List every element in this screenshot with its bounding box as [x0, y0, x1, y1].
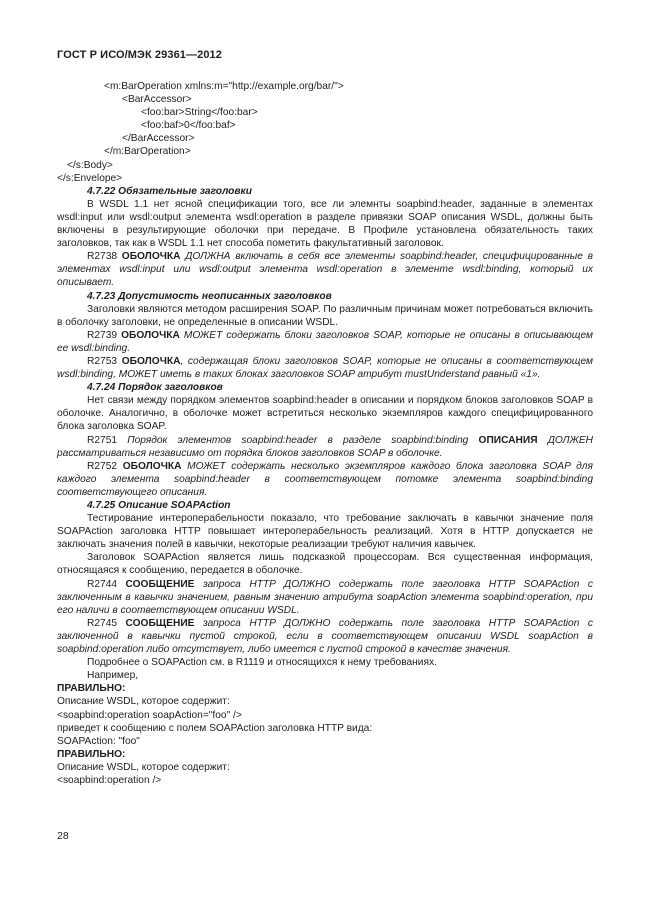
requirement-id: R2744 [87, 578, 118, 590]
requirement-id: R2738 [87, 251, 118, 263]
requirement-keyword: ОБОЛОЧКА [121, 355, 181, 367]
requirement-text: ДОЛЖНА включать в себя все элементы soapbind:header, специфицированные в элементах wsdl:input или wsdl:output элемента wsdl:operation в элементе wsdl:binding, который их описывает. [57, 251, 593, 289]
requirement-id: R2753 [87, 355, 118, 367]
code-line: </BarAccessor> [122, 133, 195, 145]
requirement-keyword: ОБОЛОЧКА [122, 460, 182, 472]
section-heading: 4.7.24 Порядок заголовков [87, 382, 223, 394]
code-block [57, 80, 593, 185]
paragraph: Заголовок SOAPAction является лишь подсказкой процессорам. Вся существенная информация, относящаяся к сообщению, передается в оболочке. [57, 552, 593, 577]
section-heading: 4.7.22 Обязательные заголовки [87, 185, 252, 197]
requirement-text: МОЖЕТ содержать блоки заголовков SOAP, которые не описаны в описывающем ее wsdl:binding. [57, 329, 593, 354]
paragraph: В WSDL 1.1 нет ясной спецификации того, все ли элемнты soapbind:header, заданные в элементах wsdl:input или wsdl:output элемента wsdl:operation в разделе привязки SOAP описания WSDL, должны быть включены в результирующие оболочки при передаче. В Профиле установлена обязательность таких заголовков, так как в WSDL 1.1 нет способа пометить факультативный заголовок. [57, 198, 593, 250]
requirement-keyword: СООБЩЕНИЕ [125, 617, 195, 629]
page-content [57, 80, 593, 787]
code-line: <soapbind:operation /> [57, 774, 162, 786]
code-line: <foo:baf>0</foo:baf> [141, 120, 236, 132]
code-line: </m:BarOperation> [104, 146, 191, 158]
code-line: <m:BarOperation xmlns:m="http://example.org/bar/"> [104, 81, 344, 92]
document-header: ГОСТ Р ИСО/МЭК 29361—2012 [57, 49, 222, 61]
paragraph: Описание WSDL, которое содержит: [57, 761, 230, 773]
section-heading: 4.7.25 Описание SOAPAction [87, 500, 231, 511]
code-line: </s:Envelope> [57, 172, 123, 184]
example-label: ПРАВИЛЬНО: [57, 683, 126, 695]
paragraph: Тестирование интероперабельности показало, что требование заключать в кавычки значение поля SOAPAction заголовка HTTP повышает интероперабельность реализаций. Хотя в HTTP допускается не заключать значения полей в кавычки, некоторые реализации требуют наличия кавычек. [57, 513, 593, 551]
requirement-r2744 [57, 578, 593, 617]
requirement-text: ДОЛЖЕН рассматриваться независимо от порядка блоков заголовков SOAP в оболочке. [57, 434, 593, 459]
paragraph: Подробнее о SOAPAction см. в R1119 и относящихся к нему требованиях. [87, 657, 437, 669]
requirement-r2739 [57, 329, 593, 355]
code-line: </s:Body> [67, 159, 113, 171]
requirement-id: R2739 [87, 329, 118, 341]
page-number: 28 [57, 830, 69, 842]
requirement-text: МОЖЕТ содержать несколько экземпляров каждого блока заголовка SOAP для каждого элемента soapbind:header в соответствующем потомке элемента soapbind:binding соответствующего описания. [57, 460, 593, 498]
requirement-id: R2751 [87, 434, 118, 446]
requirement-keyword: ОПИСАНИЯ [478, 434, 538, 446]
code-line: <soapbind:operation soapAction="foo" /> [57, 709, 242, 721]
requirement-r2751 [57, 434, 593, 460]
code-line: SOAPAction: "foo" [57, 735, 140, 747]
requirement-keyword: СООБЩЕНИЕ [125, 578, 195, 590]
section-heading: 4.7.23 Допустимость неописанных заголовков [87, 290, 332, 302]
paragraph: Например, [87, 670, 139, 682]
requirement-r2745 [57, 617, 593, 656]
code-line: <foo:bar>String</foo:bar> [141, 107, 258, 119]
requirement-text: , содержащая блоки заголовков SOAP, которые не описаны в соответствующем wsdl:binding, МОЖЕТ иметь в таких блоках заголовков SOAP атрибут mustUnderstand равный «1». [57, 355, 593, 381]
requirement-id: R2745 [87, 617, 118, 629]
requirement-r2753 [57, 355, 593, 381]
paragraph: Заголовки являются методом расширения SOAP. По различным причинам может потребоваться включить в оболочку заголовки, не определенные в описании WSDL. [57, 303, 593, 328]
requirement-text: запроса HTTP ДОЛЖНО содержать поле заголовка HTTP SOAPAction с заключенной в кавычки пустой строкой, если в соответствующем описании WSDL soapAction в soapbind:operation либо отсутствует, либо имеется с пустой строкой в качестве значения. [57, 617, 593, 656]
requirement-r2752 [57, 460, 593, 499]
requirement-id: R2752 [87, 460, 118, 472]
requirement-keyword: ОБОЛОЧКА [121, 329, 180, 341]
paragraph: Нет связи между порядком элементов soapbind:header в описании и порядком блоков заголовков SOAP в оболочке. Аналогично, в оболочке может встретиться несколько экземпляров каждого специфицированного блока заголовка SOAP. [57, 395, 593, 433]
requirement-text: запроса HTTP ДОЛЖНО содержать поле заголовка HTTP SOAPAction с заключенным в кавычки значением, равным значению атрибута soapAction элемента soapbind:operation, при его наличи в соответствующем описании WSDL. [57, 578, 593, 616]
code-line: <BarAccessor> [122, 94, 192, 106]
example-label: ПРАВИЛЬНО: [57, 748, 126, 760]
requirement-r2738 [57, 250, 593, 289]
requirement-text: Порядок элементов soapbind:header в разделе soapbind:binding [127, 434, 469, 446]
requirement-keyword: ОБОЛОЧКА [121, 251, 181, 263]
paragraph: приведет к сообщению с полем SOAPAction заголовка HTTP вида: [57, 722, 373, 734]
paragraph: Описание WSDL, которое содержит: [57, 696, 230, 708]
